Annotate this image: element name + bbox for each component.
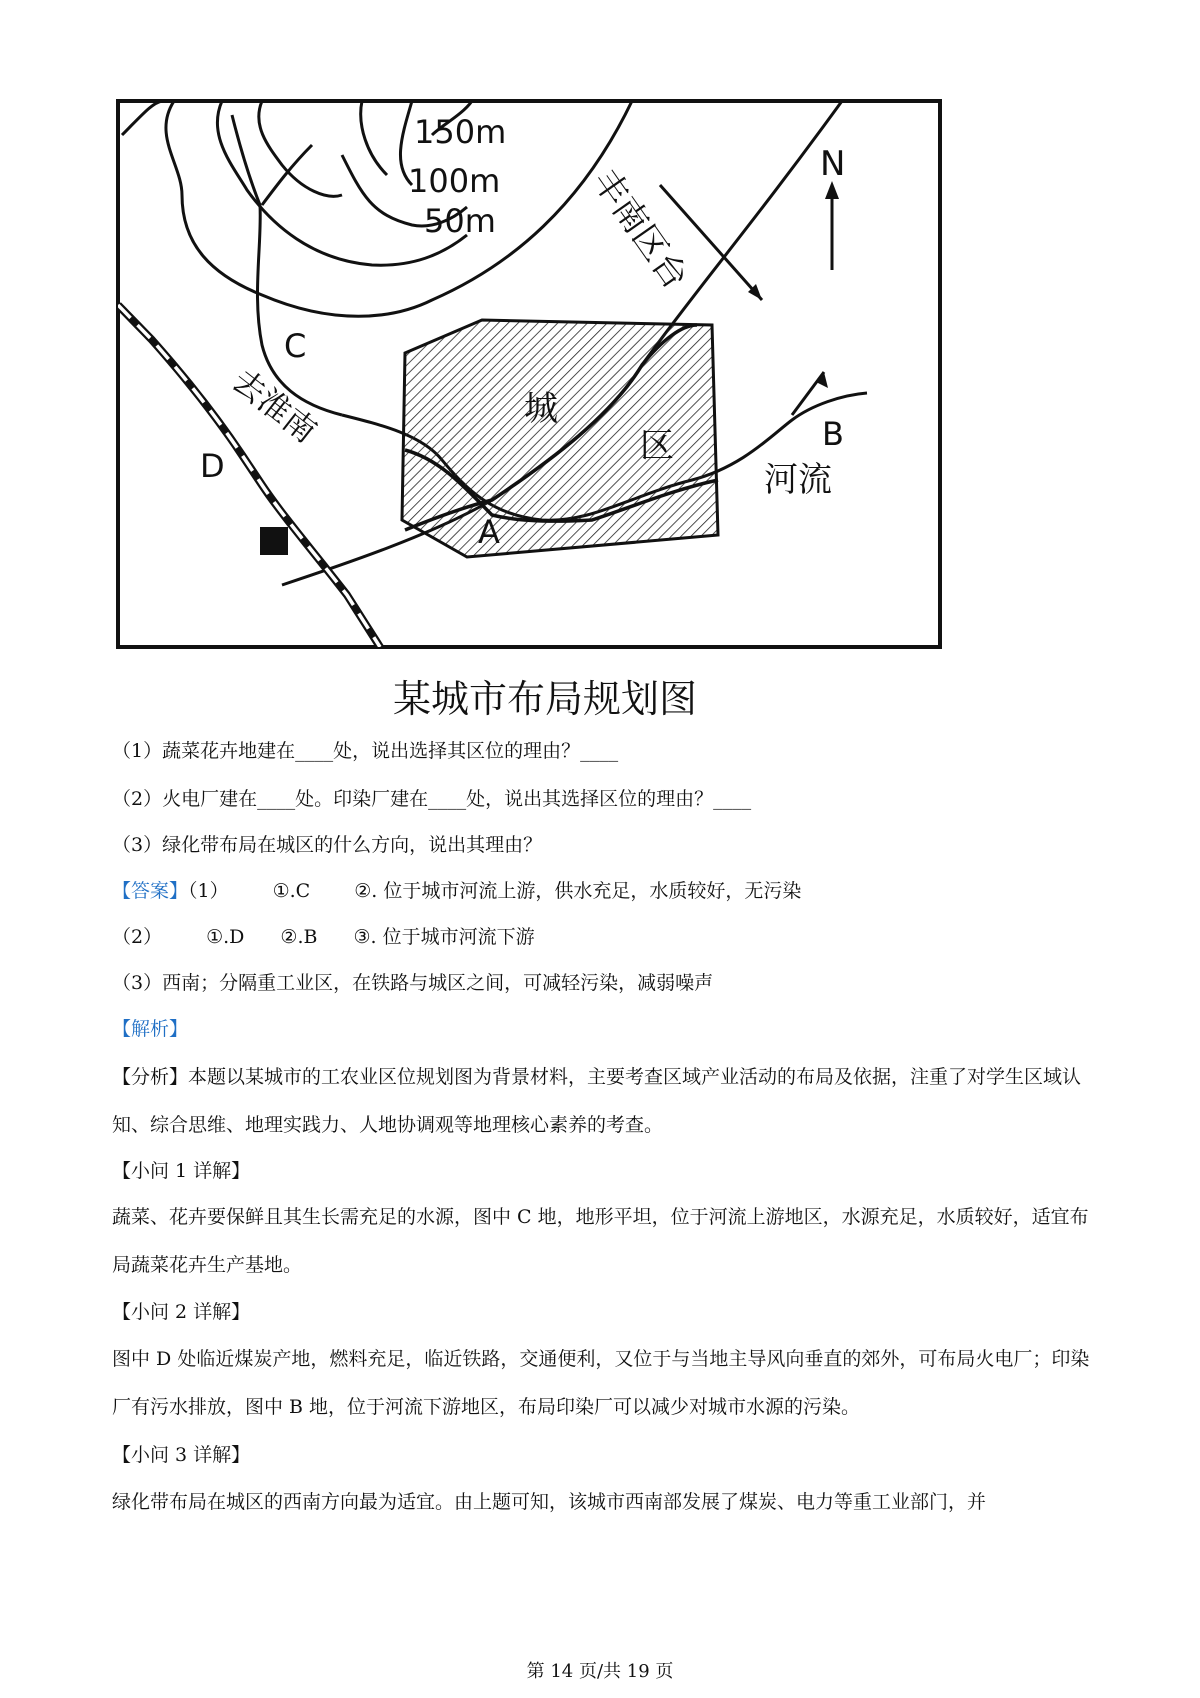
section-1-text: 蔬菜、花卉要保鲜且其生长需充足的水源，图中 C 地，地形平坦，位于河流上游地区，水源充足，水质较好，适宜布局蔬菜花卉生产基地。: [112, 1206, 1089, 1276]
analysis-tag: 【解析】: [112, 1018, 189, 1040]
city-layout-map: [112, 95, 942, 650]
answer-2-reason: ③. 位于城市河流下游: [353, 926, 535, 948]
city-label: 城: [524, 389, 558, 429]
answer-3: （3）西南；分隔重工业区，在铁路与城区之间，可减轻污染，减弱噪声: [112, 972, 714, 994]
section-2-text: 图中 D 处临近煤炭产地，燃料充足，临近铁路，交通便利，又位于与当地主导风向垂直的郊外，可布局火电厂；印染厂有污水排放，图中 B 地，位于河流下游地区，布局印染厂可以减少对城市水源的污染。: [112, 1348, 1090, 1418]
contour-label: 50m: [424, 202, 496, 240]
page-footer: 第 14 页/共 19 页: [526, 1661, 674, 1682]
question-3: （3）绿化带布局在城区的什么方向，说出其理由？: [112, 834, 543, 856]
map-caption: 某城市布局规划图: [392, 677, 697, 721]
section-3-text: 绿化带布局在城区的西南方向最为适宜。由上题可知，该城市西南部发展了煤炭、电力等重工业部门，并: [112, 1491, 987, 1513]
contour-label: 100m: [408, 162, 501, 200]
answer-1-reason: ②. 位于城市河流上游，供水充足，水质较好，无污染: [354, 880, 802, 902]
answer-tag: 【答案】: [112, 880, 189, 902]
road-destination-label: 丰南区台: [584, 162, 696, 297]
section-1-title: 【小问 1 详解】: [112, 1160, 251, 1182]
label-a: A: [478, 513, 500, 551]
district-label: 区: [640, 426, 674, 466]
section-2-title: 【小问 2 详解】: [112, 1301, 251, 1323]
river-label: 河流: [764, 460, 832, 500]
label-b: B: [822, 415, 844, 453]
answer-2: （2） ①.D ②.B ③. 位于城市河流下游: [112, 926, 535, 948]
answer-2-choice-1: ①.D: [206, 926, 245, 948]
label-d: D: [200, 447, 225, 485]
answer-1: 【答案】（1） ①.C ②. 位于城市河流上游，供水充足，水质较好，无污染: [112, 880, 802, 902]
north-label: N: [820, 144, 846, 184]
analysis-intro: 【分析】本题以某城市的工农业区位规划图为背景材料，主要考查区域产业活动的布局及依据，注重了对学生区域认知、综合思维、地理实践力、人地协调观等地理核心素养的考查。: [112, 1066, 1082, 1136]
question-2: （2）火电厂建在____处。印染厂建在____处，说出其选择区位的理由？____: [112, 788, 752, 810]
coal-mine-marker: [260, 527, 288, 555]
label-c: C: [284, 327, 307, 365]
section-3-title: 【小问 3 详解】: [112, 1444, 251, 1466]
answer-2-choice-2: ②.B: [280, 926, 318, 948]
question-1: （1）蔬菜花卉地建在____处，说出选择其区位的理由？____: [112, 740, 619, 762]
answer-1-choice: ①.C: [272, 880, 311, 902]
railway-destination-label: 去淮南: [225, 361, 325, 451]
contour-label: 150m: [414, 113, 507, 151]
